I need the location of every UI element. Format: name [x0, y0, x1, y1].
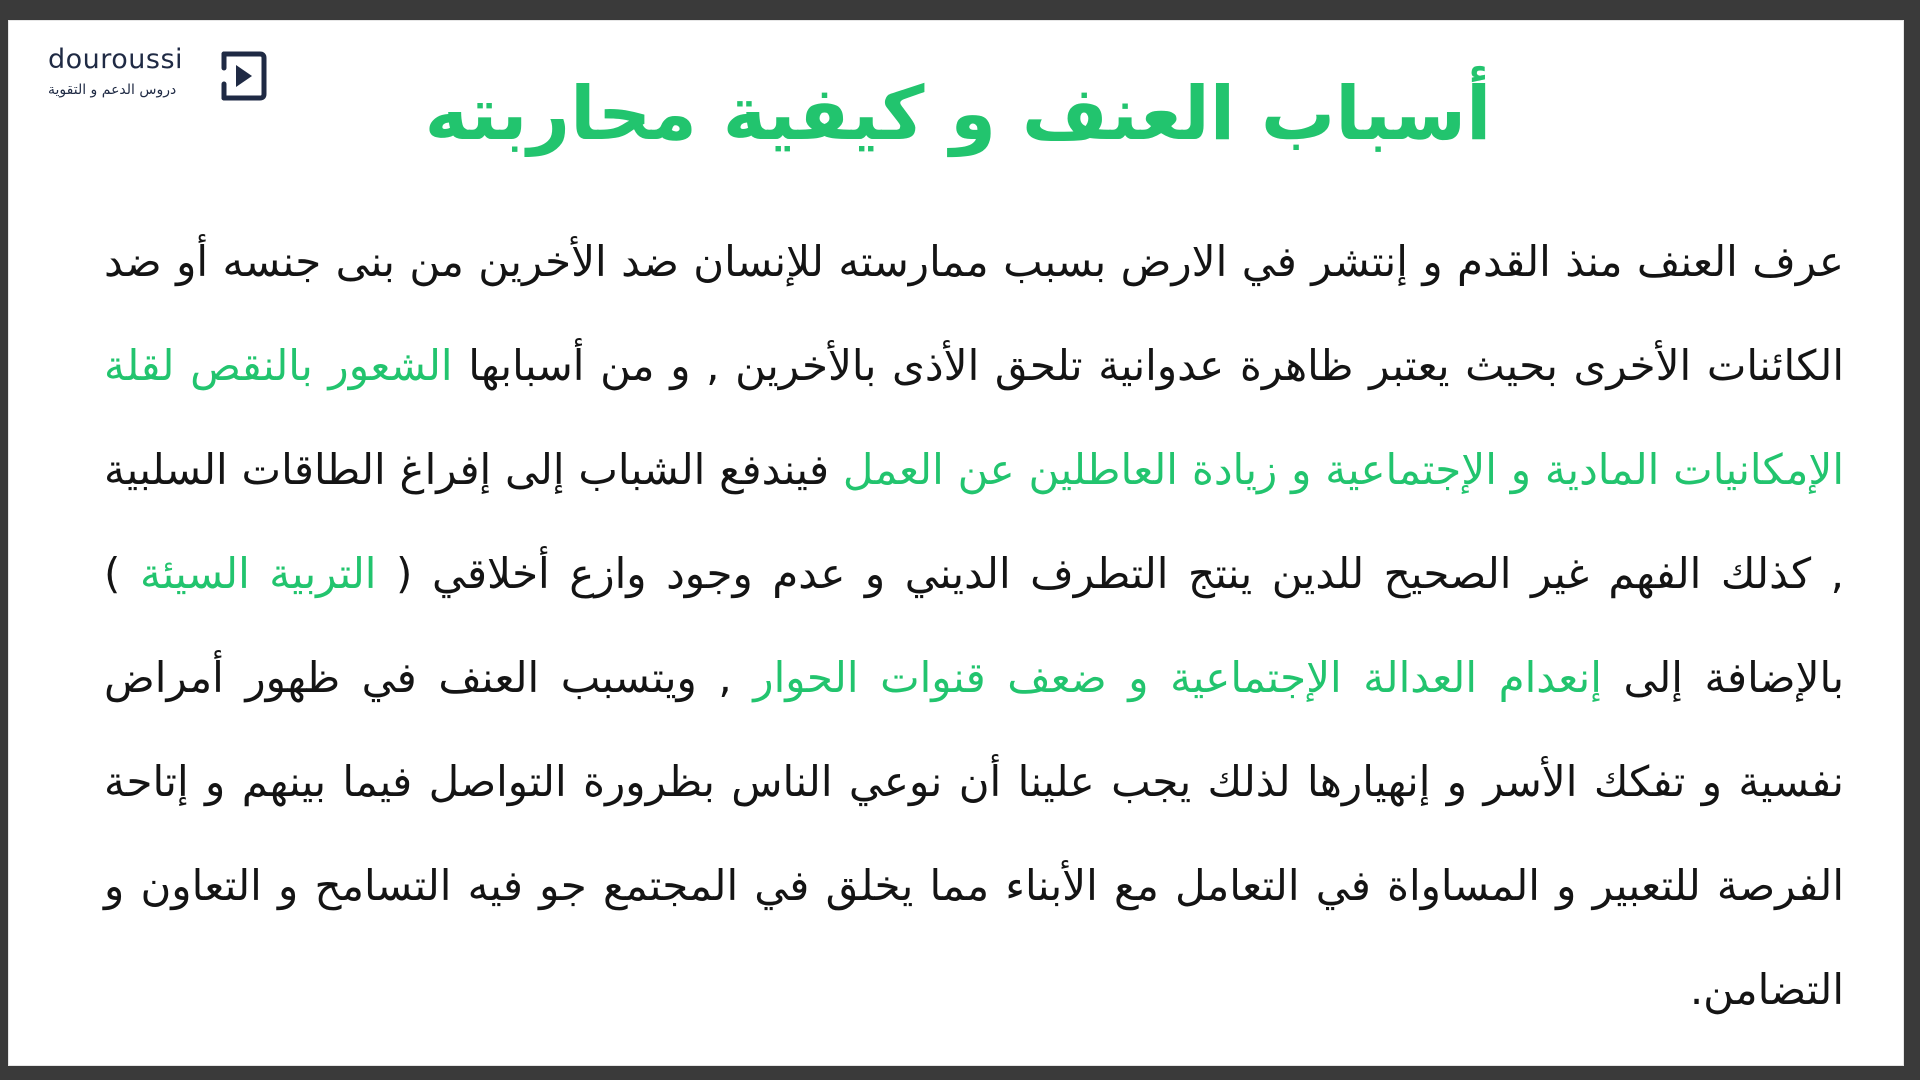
- document-page: [8, 20, 1904, 1066]
- highlight-phrase: التربية السيئة: [139, 549, 377, 598]
- text-segment: ) بالإضافة إلى: [104, 549, 1845, 702]
- brand-logo[interactable]: [48, 44, 278, 124]
- text-segment: , ويتسبب العنف في ظهور أمراض نفسية و تفكك الأسر و إنهيارها لذلك يجب علينا أن نوعي الناس بظرورة التواصل فيما بينهم و إتاحة الفرصة للتعبير و المساواة في التعامل مع الأبناء مما يخلق في المجتمع جو فيه التسامح و التعاون و التضامن.: [104, 653, 1844, 1014]
- highlight-phrase: الشعور بالنقص لقلة الإمكانيات المادية و الإجتماعية و زيادة العاطلين عن العمل: [104, 341, 1844, 494]
- article-paragraph: [104, 210, 1844, 1042]
- highlight-phrase: إنعدام العدالة الإجتماعية و ضعف قنوات الحوار: [753, 653, 1602, 702]
- brand-name: douroussi: [48, 44, 184, 75]
- play-icon: [214, 48, 268, 102]
- page-title: أسباب العنف و كيفية محاربته: [424, 71, 1492, 157]
- text-segment: فيندفع الشباب إلى إفراغ الطاقات السلبية , كذلك الفهم غير الصحيح للدين ينتج التطرف الديني و عدم وجود وازع أخلاقي (: [104, 445, 1845, 598]
- text-segment: عرف العنف منذ القدم و إنتشر في الارض بسبب ممارسته للإنسان ضد الأخرين من بنى جنسه أو ضد الكائنات الأخرى بحيث يعتبر ظاهرة عدوانية تلحق الأذى بالأخرين , و من أسبابها: [104, 237, 1844, 390]
- brand-tagline: دروس الدعم و التقوية: [48, 82, 177, 98]
